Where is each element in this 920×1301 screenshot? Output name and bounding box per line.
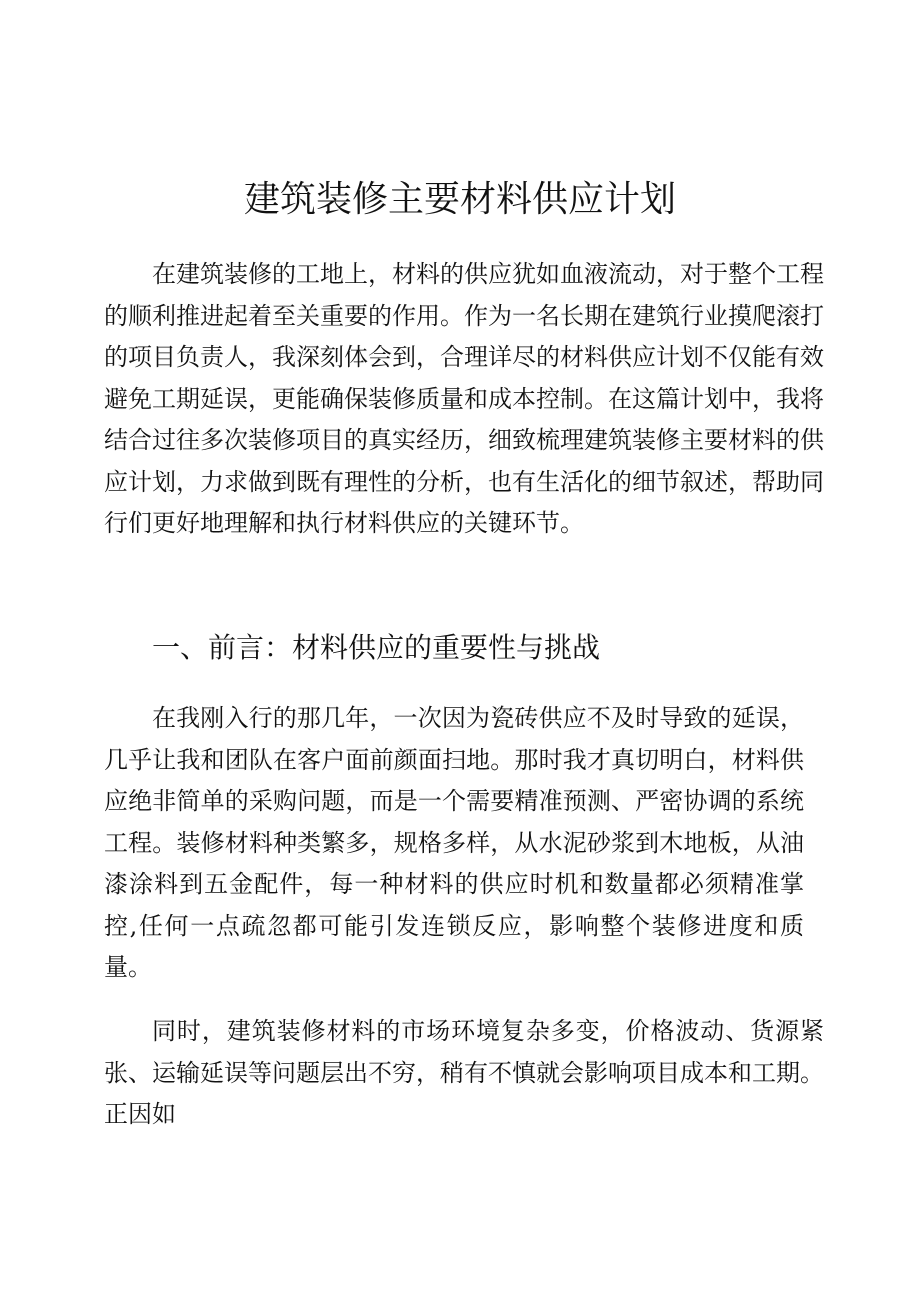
section-paragraph-1: 在我刚入行的那几年，一次因为瓷砖供应不及时导致的延误，几乎让我和团队在客户面前颜面扫地。那时我才真切明白，材料供应绝非简单的采购问题，而是一个需要精准预测、严密协调的系统工程。装修材料种类繁多，规格多样，从水泥砂浆到木地板，从油漆涂料到五金配件，每一种材料的供应时机和数量都必须精准掌控,任何一点疏忽都可能引发连锁反应，影响整个装修进度和质量。: [104, 704, 804, 981]
document-title: 建筑装修主要材料供应计划: [243, 179, 676, 220]
section-heading: 一、前言：材料供应的重要性与挑战: [152, 631, 601, 664]
intro-paragraph: 在建筑装修的工地上，材料的供应犹如血液流动，对于整个工程的顺利推进起着至关重要的作用。作为一名长期在建筑行业摸爬滚打的项目负责人，我深刻体会到，合理详尽的材料供应计划不仅能有效避免工期延误，更能确保装修质量和成本控制。在这篇计划中，我将结合过往多次装修项目的真实经历，细致梳理建筑装修主要材料的供应计划，力求做到既有理性的分析，也有生活化的细节叙述，帮助同行们更好地理解和执行材料供应的关键环节。: [104, 260, 824, 537]
section-paragraph-2: 同时，建筑装修材料的市场环境复杂多变，价格波动、货源紧张、运输延误等问题层出不穷，稍有不慎就会影响项目成本和工期。正因如: [104, 1017, 824, 1128]
